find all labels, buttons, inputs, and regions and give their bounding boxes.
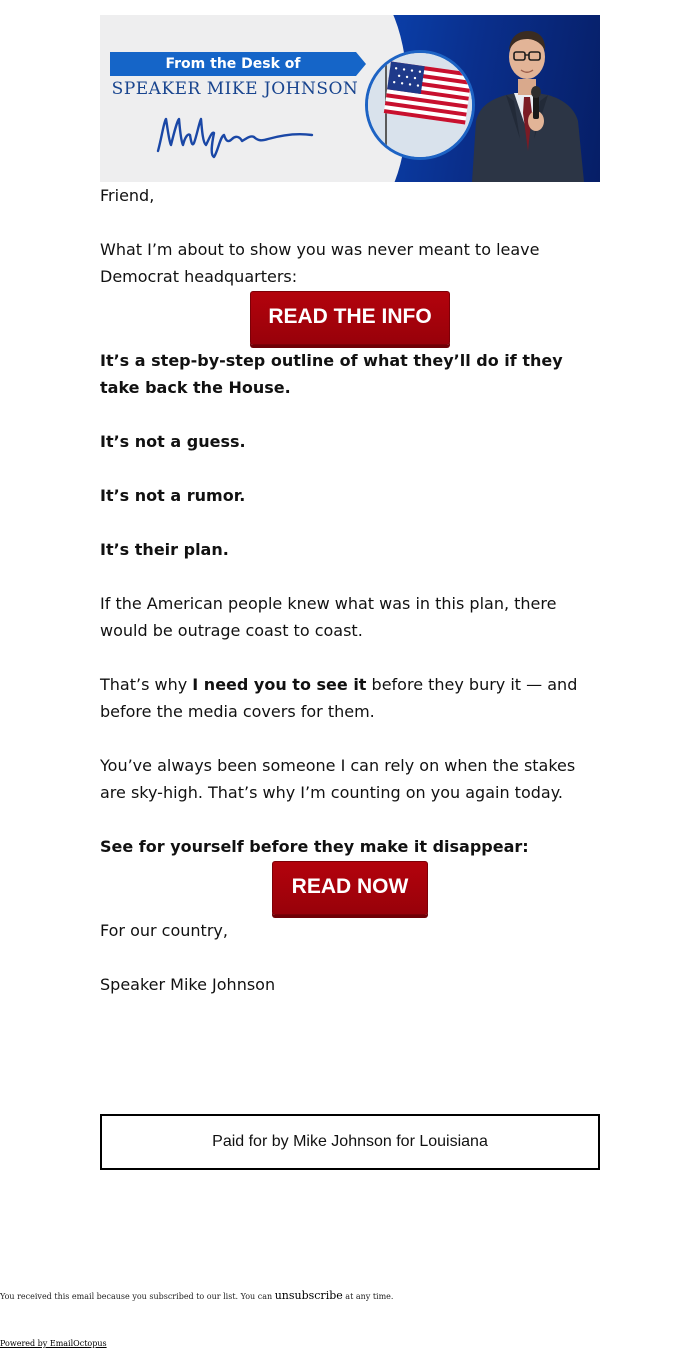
signoff: For our country, [100, 921, 228, 940]
see-it-text-bold: I need you to see it [192, 675, 367, 694]
see-it-text-b: before they bury it — and before the media covers for them. [100, 675, 578, 721]
not-rumor-paragraph: It’s not a rumor. [100, 486, 246, 505]
read-now-button[interactable]: READ NOW [272, 861, 428, 915]
read-now-button-row [100, 861, 600, 915]
banner-tagline: From the Desk of [110, 52, 356, 76]
header-banner [100, 15, 600, 182]
unsubscribe-link[interactable]: unsubscribe [274, 1289, 343, 1302]
american-flag-icon [368, 53, 472, 157]
email-body [100, 15, 600, 998]
subscription-notice-text-a: You received this email because you subscribed to our list. You can [0, 1292, 275, 1301]
see-it-paragraph [100, 671, 600, 725]
flag-photo [365, 50, 475, 160]
outrage-paragraph: If the American people knew what was in this plan, there would be outrage coast to coast. [100, 594, 557, 640]
intro-paragraph: What I’m about to show you was never meant to leave Democrat headquarters: [100, 240, 540, 286]
signature-icon [152, 111, 317, 161]
read-info-button-row [100, 291, 600, 345]
powered-by-link[interactable]: Powered by EmailOctopus [0, 1339, 107, 1348]
signature-name: Speaker Mike Johnson [100, 975, 276, 994]
see-it-text-a: That’s why [100, 675, 193, 694]
see-yourself-paragraph: See for yourself before they make it disappear: [100, 837, 529, 856]
speaker-portrait-icon [462, 21, 592, 182]
greeting: Friend, [100, 186, 155, 205]
rely-paragraph: You’ve always been someone I can rely on when the stakes are sky-high. That’s why I’m counting on you again today. [100, 756, 576, 802]
not-guess-paragraph: It’s not a guess. [100, 432, 246, 451]
subscription-notice-text-b: at any time. [342, 1292, 394, 1301]
paid-for-disclaimer: Paid for by Mike Johnson for Louisiana [100, 1114, 600, 1170]
subscription-notice [0, 1289, 393, 1302]
banner-speaker-name: SPEAKER MIKE JOHNSON [111, 79, 359, 99]
read-the-info-button[interactable]: READ THE INFO [250, 291, 450, 345]
outline-paragraph: It’s a step-by-step outline of what they’ll do if they take back the House. [100, 351, 563, 397]
their-plan-paragraph: It’s their plan. [100, 540, 229, 559]
